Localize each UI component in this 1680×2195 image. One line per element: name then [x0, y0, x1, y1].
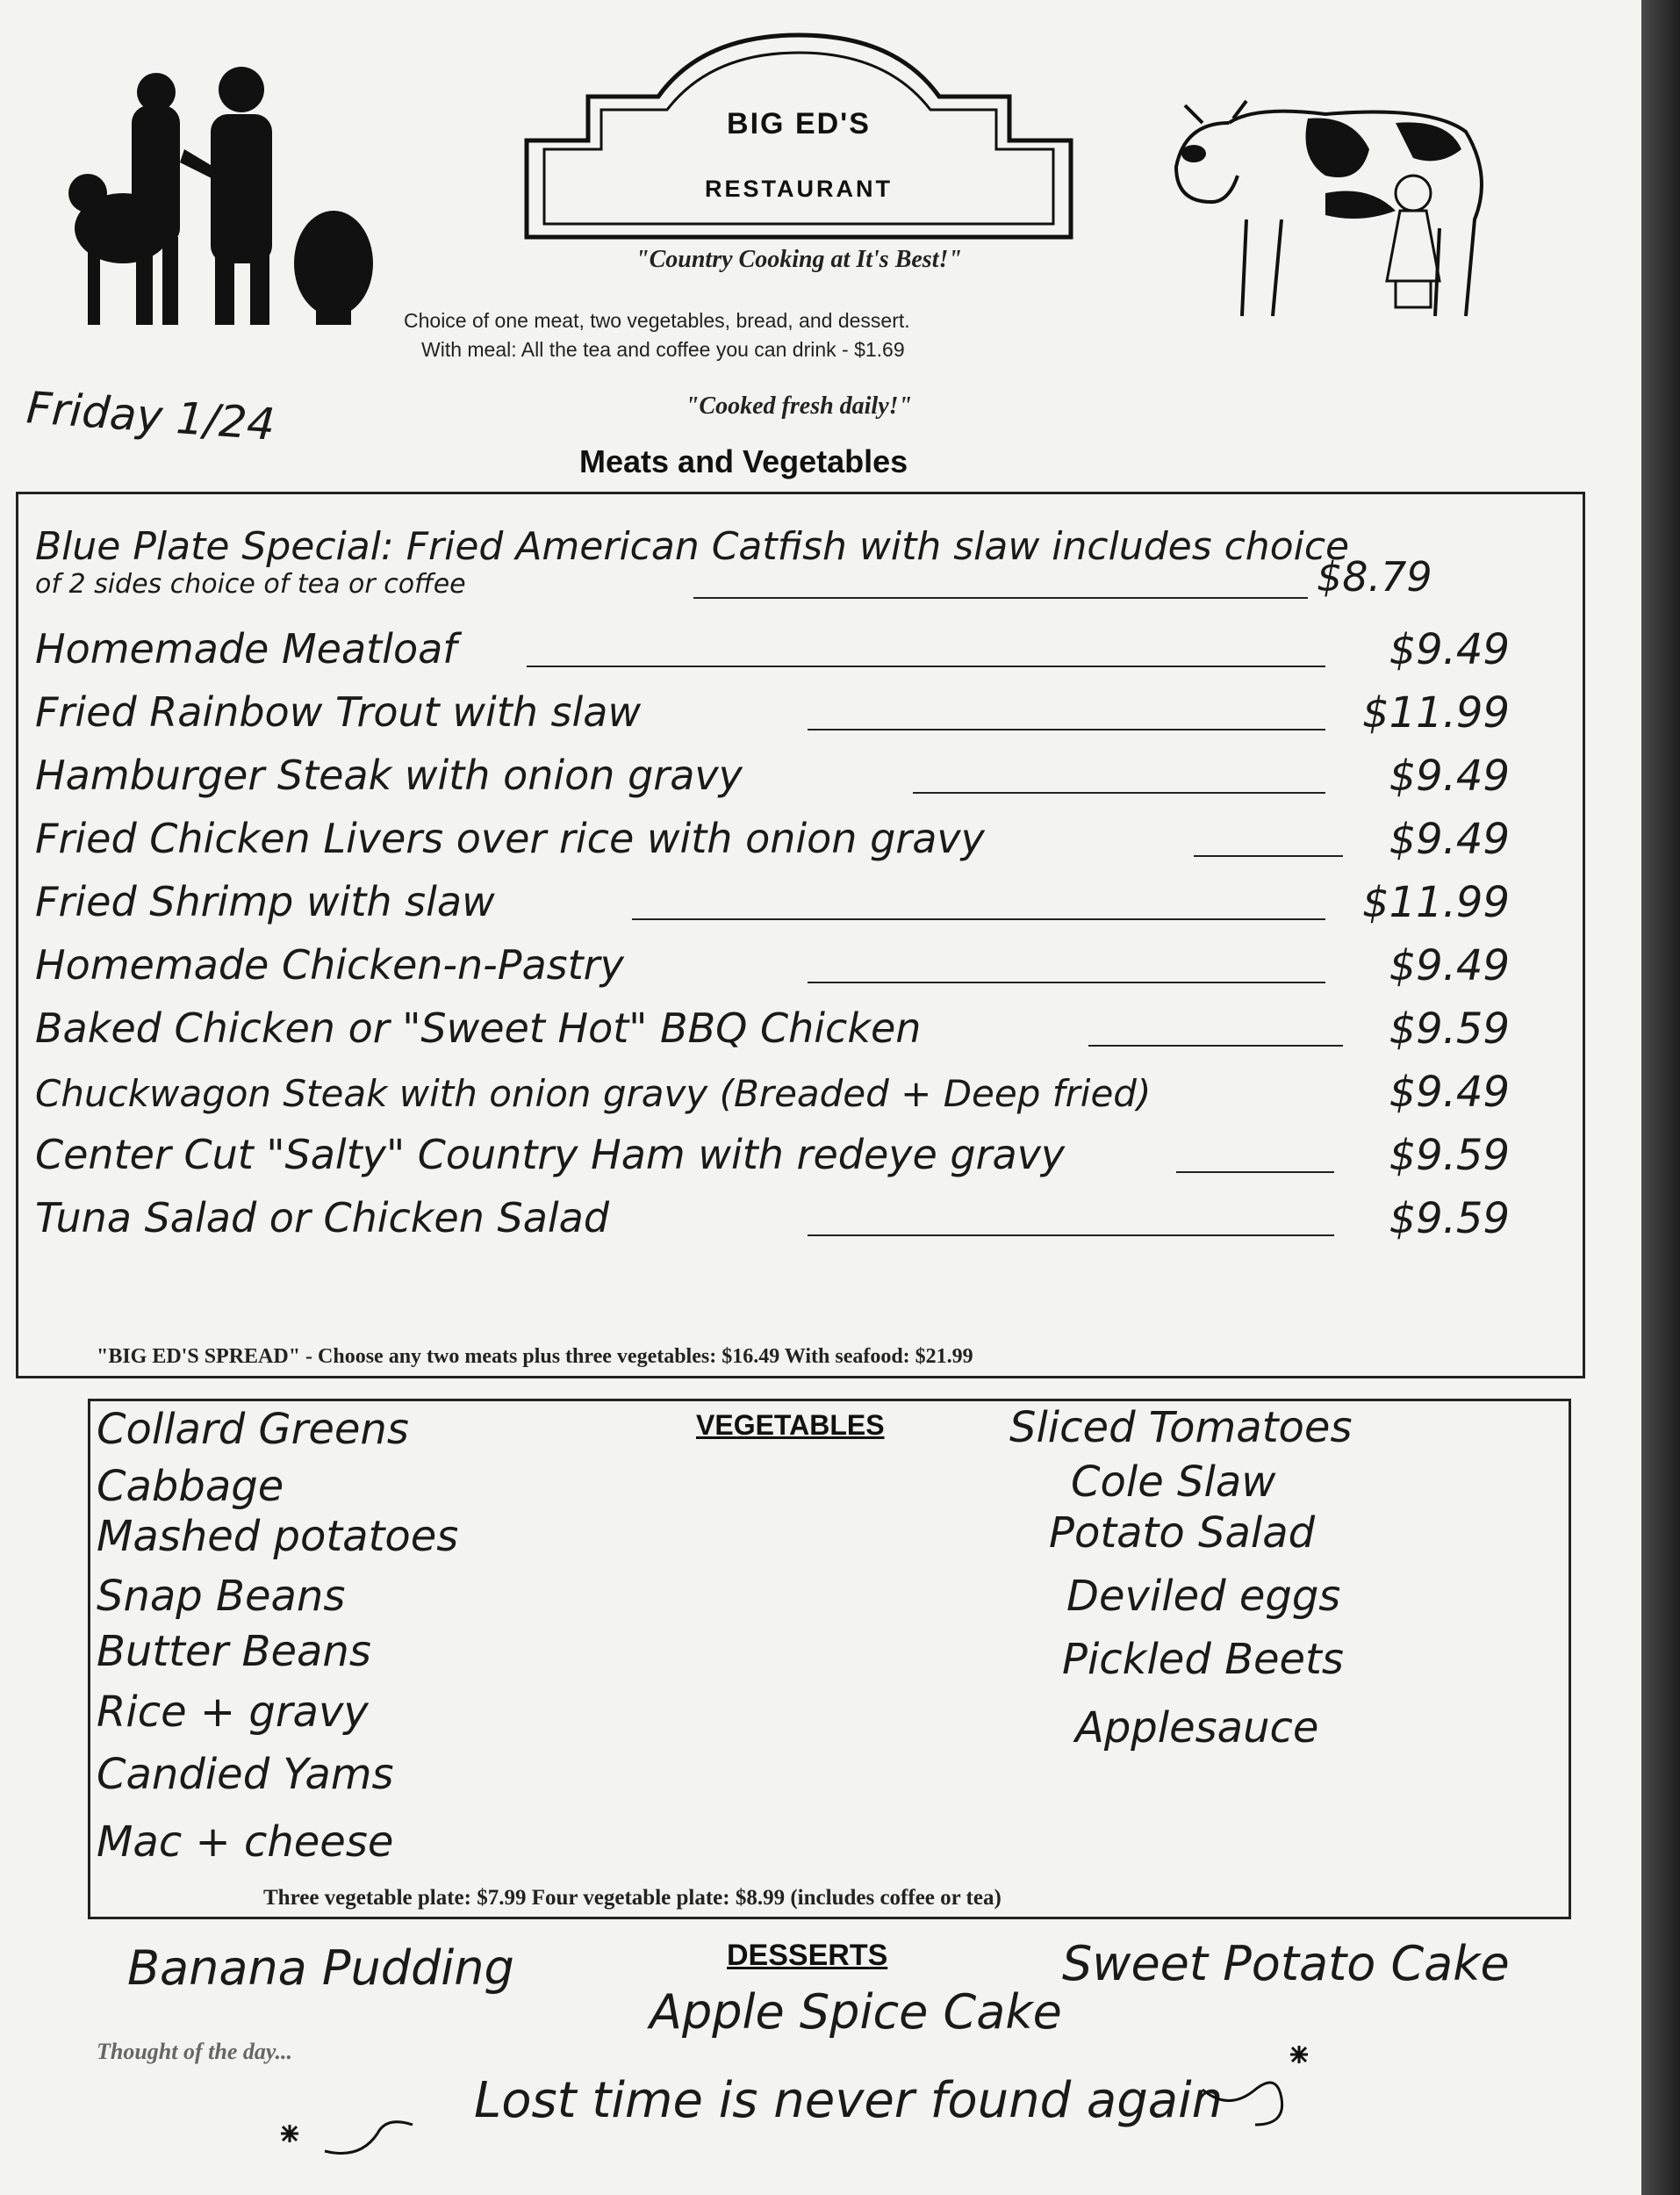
big-eds-spread: "BIG ED'S SPREAD" - Choose any two meats plus three vegetables: $16.49 With seafood: $21.99 [97, 1345, 973, 1368]
vegetable-item: Deviled eggs [1066, 1572, 1341, 1621]
vegetable-item: Mac + cheese [97, 1817, 394, 1867]
vegetable-item: Collard Greens [97, 1405, 409, 1454]
meat-item: Fried Rainbow Trout with slaw $11.99 [35, 688, 1510, 738]
meat-item: Chuckwagon Steak with onion gravy (Breaded + Deep fried) $9.49 [35, 1068, 1510, 1117]
vegetable-item: Butter Beans [97, 1627, 371, 1676]
tagline: "Country Cooking at It's Best!" [635, 246, 962, 273]
meat-item: Homemade Meatloaf $9.49 [35, 625, 1510, 674]
dessert-item: Banana Pudding [127, 1940, 514, 1996]
vegetable-item: Mashed potatoes [97, 1512, 459, 1561]
restaurant-name: BIG ED'S [727, 107, 871, 140]
meat-item: Fried Chicken Livers over rice with onion gravy $9.49 [35, 815, 1510, 864]
vegetable-item: Candied Yams [97, 1750, 394, 1799]
vegetable-plates-pricing: Three vegetable plate: $7.99 Four vegetable plate: $8.99 (includes coffee or tea) [263, 1886, 1002, 1910]
dessert-item: Sweet Potato Cake [1062, 1936, 1510, 1991]
blue-plate-special [35, 511, 1527, 572]
restaurant-subtitle: RESTAURANT [705, 176, 893, 202]
meat-item: Tuna Salad or Chicken Salad $9.59 [35, 1194, 1510, 1243]
special-name: Blue Plate Special: Fried American Catfish with slaw includes choice [35, 524, 1350, 569]
meat-item: Homemade Chicken-n-Pastry $9.49 [35, 941, 1510, 990]
table-background [1641, 0, 1680, 2195]
vegetable-item: Rice + gravy [97, 1688, 369, 1737]
vegetable-item: Cole Slaw [1071, 1457, 1276, 1507]
vegetable-item: Applesauce [1075, 1703, 1319, 1752]
desserts-title: DESSERTS [727, 1939, 888, 1972]
special-price: $8.79 [1317, 553, 1432, 601]
vegetable-item: Potato Salad [1049, 1508, 1316, 1558]
choice-line-2: With meal: All the tea and coffee you can drink - $1.69 [421, 338, 905, 361]
thought-of-the-day: Lost time is never found again [474, 2072, 1224, 2129]
cooked-fresh-note: "Cooked fresh daily!" [685, 392, 913, 420]
handwritten-date: Friday 1/24 [25, 382, 277, 450]
dessert-item: Apple Spice Cake [650, 1984, 1062, 2040]
meat-item: Baked Chicken or "Sweet Hot" BBQ Chicken $9.59 [35, 1004, 1510, 1054]
vegetable-item: Pickled Beets [1062, 1635, 1344, 1684]
vegetables-title: VEGETABLES [696, 1409, 885, 1441]
farmers-silhouette [53, 53, 386, 334]
star-doodle [1194, 2037, 1325, 2134]
thought-of-the-day-label: Thought of the day... [97, 2039, 292, 2064]
meats-section-title: Meats and Vegetables [579, 443, 908, 479]
meat-item: Center Cut "Salty" Country Ham with redeye gravy $9.59 [35, 1131, 1510, 1180]
special-sub: of 2 sides choice of tea or coffee [35, 569, 466, 600]
choice-line-1: Choice of one meat, two vegetables, bread, and dessert. [404, 309, 910, 332]
cow-illustration [1150, 70, 1518, 334]
vegetable-item: Sliced Tomatoes [1009, 1403, 1353, 1452]
vegetable-item: Snap Beans [97, 1572, 346, 1621]
vegetable-item: Cabbage [97, 1462, 284, 1511]
meat-item: Hamburger Steak with onion gravy $9.49 [35, 752, 1510, 801]
meat-item: Fried Shrimp with slaw $11.99 [35, 878, 1510, 927]
special-leader-line [693, 597, 1308, 599]
star-doodle [263, 2098, 439, 2169]
